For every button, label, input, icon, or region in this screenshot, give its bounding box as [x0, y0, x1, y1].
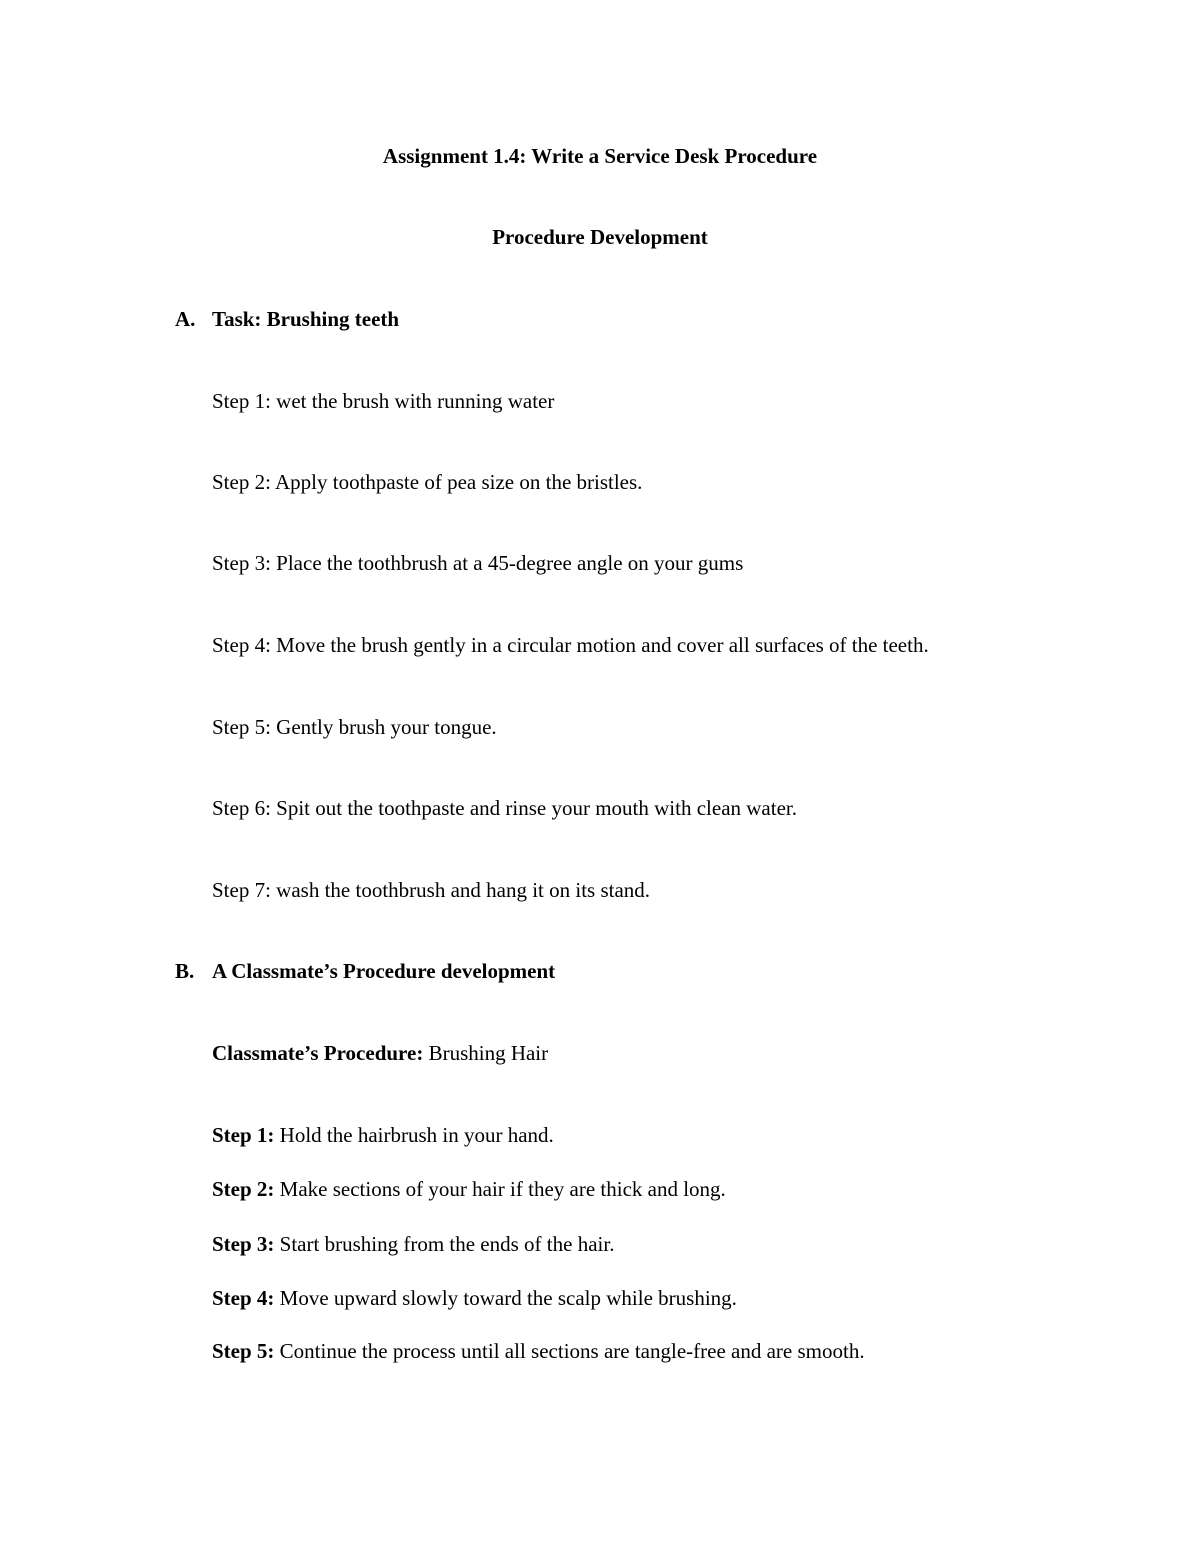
section-a-step: Step 6: Spit out the toothpaste and rinse your mouth with clean water. [212, 796, 797, 820]
step-text: Hold the hairbrush in your hand. [279, 1123, 554, 1147]
section-a-heading: Task: Brushing teeth [212, 307, 400, 331]
classmate-procedure-label: Classmate’s Procedure: [212, 1041, 424, 1065]
step-text: Move upward slowly toward the scalp while brushing. [279, 1286, 737, 1310]
step-text: Start brushing from the ends of the hair. [279, 1232, 615, 1256]
document-subtitle: Procedure Development [492, 225, 708, 249]
step-label: Step 3: [212, 1232, 275, 1256]
step-text: Continue the process until all sections are tangle-free and are smooth. [279, 1339, 865, 1363]
section-b-heading: A Classmate’s Procedure development [212, 959, 556, 983]
section-a-step: Step 2: Apply toothpaste of pea size on the bristles. [212, 470, 643, 494]
step-text: Make sections of your hair if they are thick and long. [279, 1177, 726, 1201]
section-a-step: Step 3: Place the toothbrush at a 45-degree angle on your gums [212, 551, 744, 575]
classmate-procedure-line [212, 1040, 548, 1066]
document-title: Assignment 1.4: Write a Service Desk Procedure [382, 144, 818, 168]
section-a-step: Step 4: Move the brush gently in a circular motion and cover all surfaces of the teeth. [212, 633, 929, 657]
section-a-step: Step 1: wet the brush with running water [212, 389, 555, 413]
step-label: Step 2: [212, 1177, 275, 1201]
section-b-step [212, 1122, 554, 1148]
step-label: Step 4: [212, 1286, 275, 1310]
section-a-step: Step 5: Gently brush your tongue. [212, 715, 497, 739]
section-b-letter: B. [175, 959, 195, 983]
section-a-step: Step 7: wash the toothbrush and hang it on its stand. [212, 878, 651, 902]
section-b-step [212, 1176, 726, 1202]
section-b-step [212, 1231, 614, 1257]
classmate-procedure-name: Brushing Hair [428, 1041, 549, 1065]
step-label: Step 5: [212, 1339, 275, 1363]
step-label: Step 1: [212, 1123, 275, 1147]
section-b-step [212, 1338, 865, 1364]
section-b-step [212, 1285, 737, 1311]
section-a-letter: A. [175, 307, 196, 331]
